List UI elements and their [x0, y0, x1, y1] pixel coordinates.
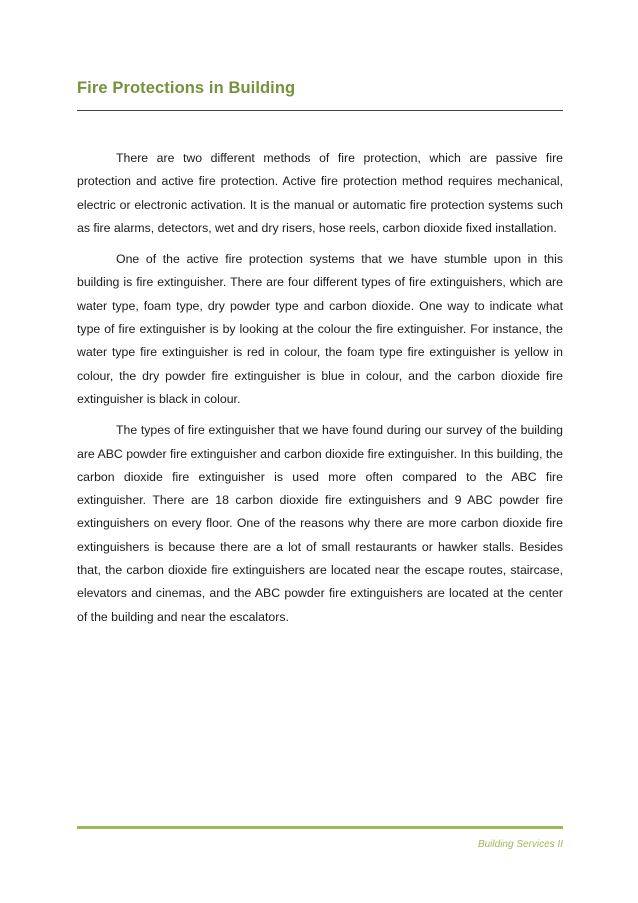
page-title: Fire Protections in Building	[77, 79, 296, 97]
paragraph-extinguisher-types: One of the active fire protection systems that we have stumble upon in this building is fire extinguisher. There are four different types of fire extinguishers, which are water type, foam type, dry powder type and carbon dioxide. One way to indicate what type of fire extinguisher is by looking at the colour the fire extinguisher. For instance, the water type fire extinguisher is red in colour, the foam type fire extinguisher is yellow in colour, the dry powder fire extinguisher is blue in colour, and the carbon dioxide fire extinguisher is black in colour.	[77, 252, 563, 406]
paragraph-passive-active: There are two different methods of fire protection, which are passive fire protection and active fire protection. Active fire protection method requires mechanical, electric or electronic activation. It is the manual or automatic fire protection systems such as fire alarms, detectors, wet and dry risers, hose reels, carbon dioxide fixed installation.	[77, 151, 563, 235]
paragraph-survey-findings: The types of fire extinguisher that we have found during our survey of the building are ABC powder fire extinguisher and carbon dioxide fire extinguisher. In this building, the carbon dioxide fire extinguisher is used more often compared to the ABC fire extinguisher. There are 18 carbon dioxide fire extinguishers and 9 ABC powder fire extinguishers on every floor. One of the reasons why there are more carbon dioxide fire extinguishers is because there are a lot of small restaurants or hawker stalls. Besides that, the carbon dioxide fire extinguishers are located near the escape routes, staircase, elevators and cinemas, and the ABC powder fire extinguishers are located at the center of the building and near the escalators.	[77, 423, 564, 624]
footer-divider	[77, 826, 563, 829]
title-divider	[77, 110, 563, 111]
footer-label: Building Services II	[477, 839, 563, 850]
body-text	[77, 147, 563, 637]
